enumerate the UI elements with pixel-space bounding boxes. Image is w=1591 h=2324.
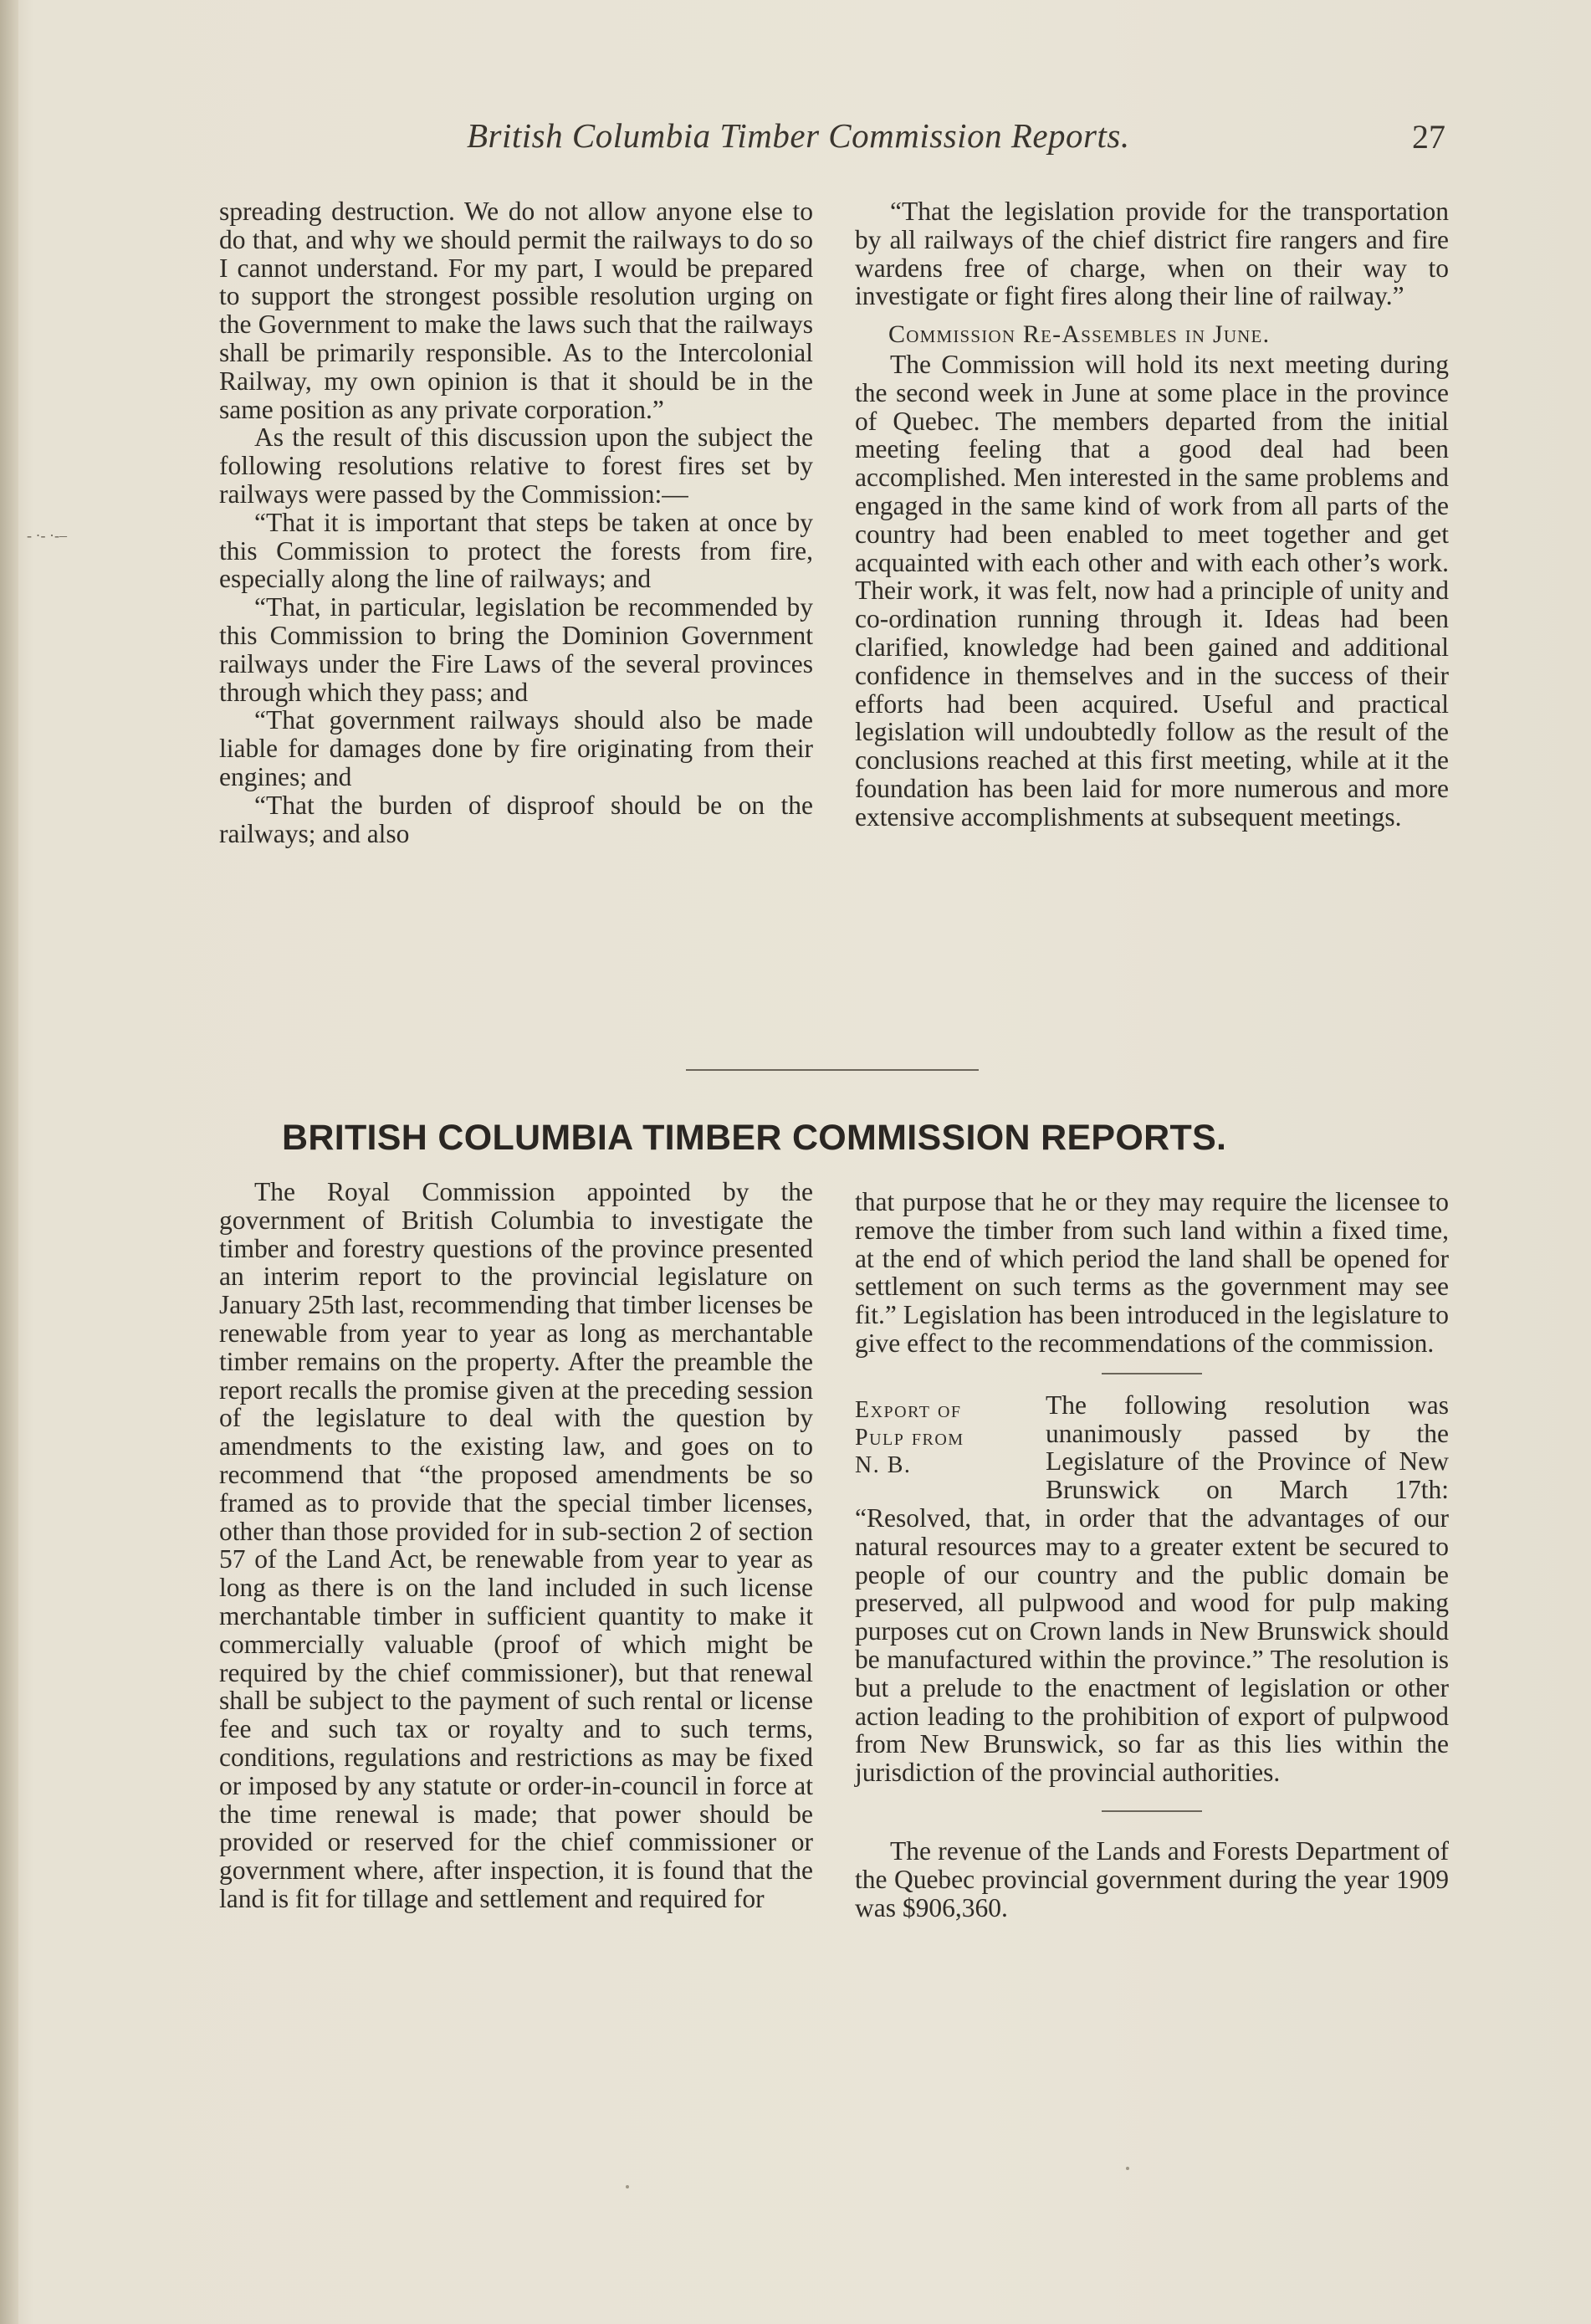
paragraph: spreading destruction. We do not allow anyone else to do that, and why we should permit the railways to do so I cannot understand. For my part, I would be prepared to support the strongest possible resolution urging on the Government to make the laws such that the railways shall be primarily responsible. As to the Intercolonial Railway, my own opinion is that it should be in the same position as any private corporation.” (219, 197, 813, 424)
sidehead-line: Pulp from (855, 1424, 964, 1451)
bottom-right-column (855, 1188, 1449, 1922)
article-paragraph-continued: that purpose that he or they may require the licensee to remove the timber from such land within a fixed time, at the end of which period the land shall be opened for settlement on such terms as the government may see fit.” Legislation has been introduced in the legislature to give effect to the recommendations of the commission. (855, 1187, 1449, 1358)
resolution-paragraph: “That, in particular, legislation be recommended by this Commission to bring the Dominion Government railways under the Fire Laws of the several provinces through which they pass; and (219, 592, 813, 707)
top-right-column (855, 197, 1449, 832)
top-left-column (219, 197, 813, 847)
export-note (855, 1391, 1449, 1787)
resolution-paragraph: “That the burden of disproof should be on the railways; and also (219, 790, 813, 848)
note-divider (1102, 1373, 1202, 1374)
note-divider (1102, 1810, 1202, 1812)
paragraph: As the result of this discussion upon the subject the following resolutions relative to forest fires set by railways were passed by the Commission:— (219, 422, 813, 509)
resolution-paragraph: “That it is important that steps be taken at once by this Commission to protect the forests from fire, especially along the line of railways; and (219, 507, 813, 594)
export-note-text: The following resolution was unanimously passed by the Legislature of the Province of New Brunswick on March 17th: “Resolved, that, in order that the advantages of our natural resources may to a greater extent be secured to people of our country and the public domain be preserved, all pulpwood and wood for pulp making purposes cut on Crown lands in New Brunswick should be manufactured within the province.” The resolution is but a prelude to the enactment of legislation or other action leading to the prohibition of export of pulpwood from New Brunswick, so far as this lies within the jurisdiction of the provincial authorities. (855, 1390, 1449, 1788)
paper-speck (626, 2185, 629, 2188)
article-headline: BRITISH COLUMBIA TIMBER COMMISSION REPORTS. (282, 1118, 1227, 1158)
margin-pencil-mark: - ·‑ ·‑– (27, 527, 67, 544)
running-title: British Columbia Timber Commission Reports. (467, 116, 1130, 155)
paper-speck (1126, 2167, 1129, 2170)
revenue-note-text: The revenue of the Lands and Forests Department of the Quebec provincial government during the year 1909 was $906,360. (855, 1835, 1449, 1922)
resolution-paragraph: “That government railways should also be made liable for damages done by fire originating from their engines; and (219, 705, 813, 791)
sidehead-line: N. B. (855, 1451, 912, 1478)
bottom-left-column (219, 1178, 813, 1913)
book-spine-shadow (0, 0, 18, 2324)
resolution-paragraph: “That the legislation provide for the transportation by all railways of the chief district fire rangers and fire wardens free of charge, when on their way to investigate or fight fires along their line of railway.” (855, 197, 1449, 311)
section-divider (686, 1069, 979, 1071)
paragraph: The Commission will hold its next meeting during the second week in June at some place in the province of Quebec. The members departed from the initial meeting feeling that a good deal had been accomplished. Men interested in the same problems and engaged in the same kind of work from all parts of the country had been enabled to meet together and get acquainted with each other and with each other’s work. Their work, it was felt, now had a principle of unity and co-ordination running through it. Ideas had been clarified, knowledge had been gained and additional confidence in themselves and in the success of their efforts had been acquired. Useful and practical legislation will undoubtedly follow as the result of the conclusions reached at this first meeting, while at it the foundation has been laid for more numerous and more extensive accomplishments at subsequent meetings. (855, 349, 1449, 832)
article-paragraph: The Royal Commission appointed by the government of British Columbia to investigate the timber and forestry questions of the province presented an interim report to the provincial legislature on January 25th last, recommending that timber licenses be renewable from year to year as long as merchantable timber remains on the property. After the preamble the report recalls the promise given at the preceding session of the legislature to deal with the question by amendments to the existing law, and goes on to recommend that “the proposed amendments be so framed as to provide that the special timber licenses, other than those provided for in sub-section 2 of section 57 of the Land Act, be renewable from year to year as long as there is on the land included in such license merchantable timber in sufficient quantity to make it commercially valuable (proof of which might be required by the chief commissioner), but that renewal shall be subject to the payment of such rental or license fee and such tax or royalty and to such terms, conditions, regulations and restrictions as may be fixed or imposed by any statute or order-in-council in force at the time renewal is made; that power should be provided or reserved for the chief commissioner or government where, after inspection, it is found that the land is fit for tillage and settlement and required for (219, 1177, 813, 1913)
sidehead-line: Export of (855, 1396, 962, 1423)
page-number: 27 (1412, 118, 1445, 156)
export-note-sidehead (855, 1396, 1031, 1479)
section-subheading: Commission Re-Assembles in June. (888, 320, 1271, 349)
